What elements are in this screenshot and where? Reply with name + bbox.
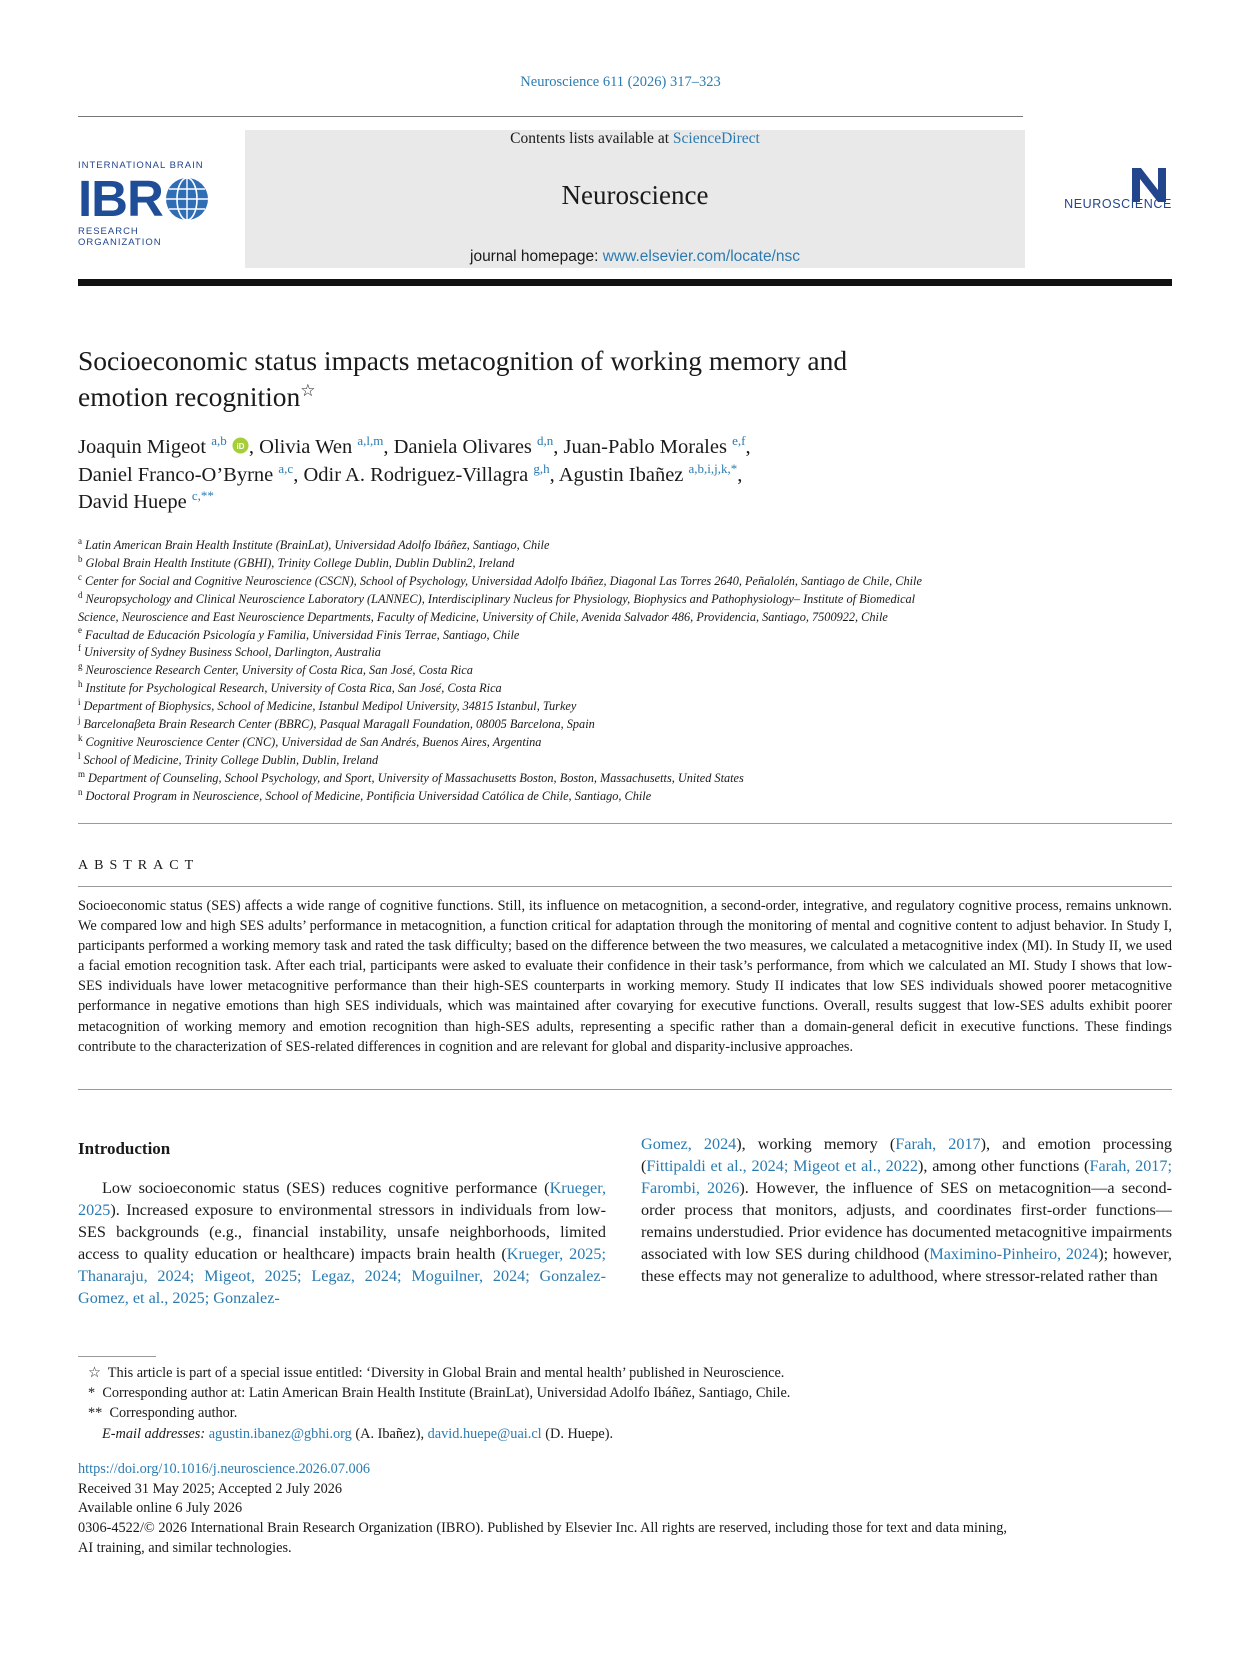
- doi-link[interactable]: https://doi.org/10.1016/j.neuroscience.2026.07.006: [78, 1461, 370, 1477]
- introduction-heading: Introduction: [78, 1139, 171, 1158]
- author-name: Daniela Olivares: [393, 436, 532, 458]
- affiliation-list: [78, 537, 1078, 806]
- affiliation-item: $^e$ Facultad de Educación Psicología y Familia, Universidad Finis Terrae, Santiago, Chile: [78, 625, 520, 642]
- author-affiliation-sup[interactable]: a,c: [278, 460, 294, 476]
- footnote-star: ☆ This article is part of a special issue entitled: ‘Diversity in Global Brain and mental health’ published in Neuroscience.: [88, 1365, 785, 1381]
- body-text: ); however, these effects may not generalize to adulthood, where stressor-related rather than: [641, 1245, 1172, 1285]
- sciencedirect-link[interactable]: ScienceDirect: [672, 130, 760, 147]
- neuroscience-logo: [1052, 166, 1172, 226]
- homepage-prefix: journal homepage:: [470, 248, 603, 265]
- body-column-left: [78, 1177, 606, 1309]
- masthead-bottom-rule: [78, 279, 1172, 286]
- contents-line: [245, 130, 1025, 148]
- body-text: ), working memory (: [736, 1135, 896, 1153]
- journal-name: Neuroscience: [561, 180, 709, 210]
- author-affiliation-sup[interactable]: g,h: [533, 460, 550, 476]
- author-name: Odir A. Rodriguez-Villagra: [303, 463, 529, 486]
- citation-link[interactable]: Maximino-Pinheiro, 2024: [929, 1245, 1099, 1263]
- author-name: Olivia Wen: [259, 436, 353, 458]
- author-affiliation-sup[interactable]: c,**: [191, 488, 214, 504]
- affiliation-item: $^a$ Latin American Brain Health Institute (BrainLat), Universidad Adolfo Ibáñez, Santiago, Chile: [78, 535, 550, 552]
- body-text: ). However, the influence of SES on metacognition—a second-order process that monitors, adjusts, and coordinates first-order functions—remains understudied. Prior evidence has documented metacognitive impairments associated with low SES during childhood (: [641, 1179, 1172, 1263]
- author-name: David Huepe: [78, 491, 187, 513]
- body-column-right: [641, 1133, 1172, 1287]
- email-label: E-mail addresses:: [102, 1425, 206, 1442]
- email-link[interactable]: agustin.ibanez@gbhi.org: [208, 1425, 352, 1442]
- footnote-corresponding-2: ** Corresponding author.: [88, 1405, 238, 1422]
- journal-citation[interactable]: Neuroscience 611 (2026) 317–323: [520, 74, 721, 90]
- received-dates: Received 31 May 2025; Accepted 2 July 2026: [78, 1480, 343, 1497]
- author-affiliation-sup[interactable]: e,f: [732, 433, 746, 449]
- email-owner: (D. Huepe).: [545, 1425, 614, 1442]
- citation-link[interactable]: Krueger, 2025; Thanaraju, 2024; Migeot, 2025; Legaz, 2024; Moguilner, 2024; Gonzalez-Gomez, et al., 2025; Gonzalez-: [78, 1245, 606, 1307]
- body-text: ), among other functions (: [918, 1157, 1090, 1175]
- body-text: ), and emotion processing (: [641, 1135, 1173, 1175]
- affiliation-item: $^c$ Center for Social and Cognitive Neuroscience (CSCN), School of Psychology, Universidad Adolfo Ibáñez, Diagonal Las Torres 2640, Peñalolén, Santiago de Chile, Chile: [78, 571, 922, 588]
- affiliation-item: $^m$ Department of Counseling, School Psychology, and Sport, University of Massachusetts Boston, Boston, Massachusetts, United States: [78, 768, 744, 785]
- title-footnote-mark[interactable]: ☆: [300, 380, 316, 400]
- affiliation-item: $^k$ Cognitive Neuroscience Center (CNC), Universidad de San Andrés, Buenos Aires, Argentina: [78, 732, 542, 749]
- affiliation-item: $^i$ Department of Biophysics, School of Medicine, Istanbul Medipol University, 34815 Istanbul, Turkey: [78, 697, 577, 714]
- article-meta: [78, 1460, 1172, 1559]
- citation-link[interactable]: Farah, 2017: [895, 1135, 981, 1153]
- affiliation-item: $^h$ Institute for Psychological Research, University of Costa Rica, San José, Costa Rica: [78, 679, 502, 696]
- footnote-emails: [78, 1424, 1172, 1444]
- email-owner: (A. Ibañez),: [355, 1425, 425, 1442]
- title-line-1: Socioeconomic status impacts metacognition of working memory and: [78, 345, 848, 376]
- body-text: ). Increased exposure to environmental stressors in individuals from low-SES backgrounds (e.g., financial instability, unsafe neighborhoods, limited access to quality education or healthcare) impacts brain health (: [78, 1201, 606, 1263]
- author-name: Juan-Pablo Morales: [563, 436, 727, 458]
- author-affiliation-sup[interactable]: a,l,m: [357, 433, 384, 449]
- ibro-logo-letters: IBR: [78, 170, 163, 227]
- author-affiliation-sup[interactable]: d,n: [537, 433, 554, 449]
- abstract-text: Socioeconomic status (SES) affects a wide range of cognitive functions. Still, its influence on metacognition, a second-order, integrative, and regulatory cognitive process, remains unknown. We compared low and high SES adults’ performance in metacognition, a function critical for adaptation through the monitoring of mental and cognitive content to adjust behavior. In Study I, participants performed a working memory task and rated the task difficulty; based on the difference between the two measures, we calculated a metacognitive index (MI). In Study II, we used a facial emotion recognition task. After each trial, participants were asked to evaluate their confidence in their task’s performance, from which we calculated an MI. Study I shows that low-SES individuals have lower metacognitive performance than their high-SES counterparts in working memory. Study II indicates that low SES individuals showed poorer metacognitive performance in negative emotions than high SES individuals, which was maintained after covarying for executive functions. Overall, results suggest that low-SES adults exhibit poorer metacognition of working memory and emotion recognition than high-SES adults, representing a specific rather than a domain-general deficit in executive functions. These findings contribute to the characterization of SES-related differences in cognition and are relevant for global and disparity-inclusive approaches.: [78, 898, 1172, 1055]
- homepage-link[interactable]: www.elsevier.com/locate/nsc: [602, 248, 800, 265]
- journal-homepage: [245, 248, 1025, 266]
- citation-link[interactable]: Farah, 2017; Farombi, 2026: [641, 1157, 1172, 1197]
- contents-prefix: Contents lists available at: [510, 130, 673, 147]
- author-name: Joaquin Migeot: [78, 436, 207, 458]
- email-link[interactable]: david.huepe@uai.cl: [427, 1425, 542, 1442]
- svg-text:iD: iD: [236, 442, 245, 451]
- footnote-rule: [78, 1356, 156, 1357]
- abstract-top-rule: [78, 823, 1172, 824]
- header-divider: [78, 116, 1023, 117]
- copyright-line: 0306-4522/© 2026 International Brain Research Organization (IBRO). Published by Elsevier Inc. All rights are reserved, including those for text and data mining,: [78, 1520, 1007, 1537]
- ibro-logo-bottom-text: RESEARCH ORGANIZATION: [78, 226, 162, 248]
- orcid-icon[interactable]: [232, 437, 249, 454]
- neuroscience-logo-text: NEUROSCIENCE: [1064, 197, 1172, 211]
- affiliation-item-continued: Science, Neuroscience and East Neuroscience Departments, Faculty of Medicine, University of Chile, Avenida Salvador 486, Providencia, Santiago, 7500922, Chile: [78, 609, 888, 624]
- globe-icon: [164, 176, 210, 222]
- citation-link[interactable]: Krueger, 2025: [78, 1179, 606, 1219]
- citation-link[interactable]: Gomez, 2024: [641, 1135, 737, 1153]
- author-affiliation-sup[interactable]: a,b,i,j,k,*: [688, 460, 738, 476]
- footnotes: [78, 1363, 1172, 1444]
- ibro-logo-top-text: INTERNATIONAL BRAIN: [78, 160, 204, 171]
- author-name: Agustin Ibañez: [558, 463, 684, 486]
- abstract-heading: ABSTRACT: [78, 858, 200, 873]
- ibro-logo: [78, 160, 218, 248]
- abstract-bottom-rule: [78, 1089, 1172, 1090]
- affiliation-item: $^d$ Neuropsychology and Clinical Neuroscience Laboratory (LANNEC), Interdisciplinary Nucleus for Physiology, Biophysics and Pathophysiology– Institute of Biomedical: [78, 589, 916, 606]
- author-affiliation-sup[interactable]: a,b: [211, 433, 227, 449]
- affiliation-item: $^l$ School of Medicine, Trinity College Dublin, Dublin, Ireland: [78, 750, 379, 767]
- affiliation-item: $^j$ Barcelonaβeta Brain Research Center (BBRC), Pasqual Maragall Foundation, 08005 Barcelona, Spain: [78, 714, 595, 732]
- abstract-heading-rule: [78, 886, 1172, 887]
- available-online: Available online 6 July 2026: [78, 1500, 243, 1517]
- affiliation-item: $^b$ Global Brain Health Institute (GBHI), Trinity College Dublin, Dublin Dublin2, Ireland: [78, 553, 515, 570]
- affiliation-item: $^g$ Neuroscience Research Center, University of Costa Rica, San José, Costa Rica: [78, 661, 473, 678]
- title-line-2: emotion recognition: [78, 381, 301, 412]
- author-name: Daniel Franco-O’Byrne: [78, 463, 274, 486]
- article-title: [78, 343, 978, 415]
- copyright-line-2: AI training, and similar technologies.: [78, 1539, 292, 1556]
- affiliation-item: $^f$ University of Sydney Business School, Darlington, Australia: [78, 643, 381, 660]
- author-list: Joaquin Migeot $^{a,b}$ iD , Olivia Wen $^{a,l,m}$, Daniela Olivares $^{d,n}$, Juan-Pablo Morales $^{e,f}$, Daniel Franco-O’Byrne $^{a,c}$, Odir A. Rodriguez-Villagra $^{g,h}$, Agustin Ibañez $^{a,b,i,j,k,*}$, David Huepe $^{c,**}$: [78, 433, 751, 513]
- affiliation-item: $^n$ Doctoral Program in Neuroscience, School of Medicine, Pontificia Universidad Católica de Chile, Santiago, Chile: [78, 786, 652, 803]
- citation-link[interactable]: Fittipaldi et al., 2024; Migeot et al., 2022: [646, 1157, 919, 1175]
- footnote-corresponding: * Corresponding author at: Latin American Brain Health Institute (BrainLat), Universidad Adolfo Ibáñez, Santiago, Chile.: [88, 1385, 791, 1402]
- body-text: Low socioeconomic status (SES) reduces cognitive performance (: [102, 1179, 550, 1197]
